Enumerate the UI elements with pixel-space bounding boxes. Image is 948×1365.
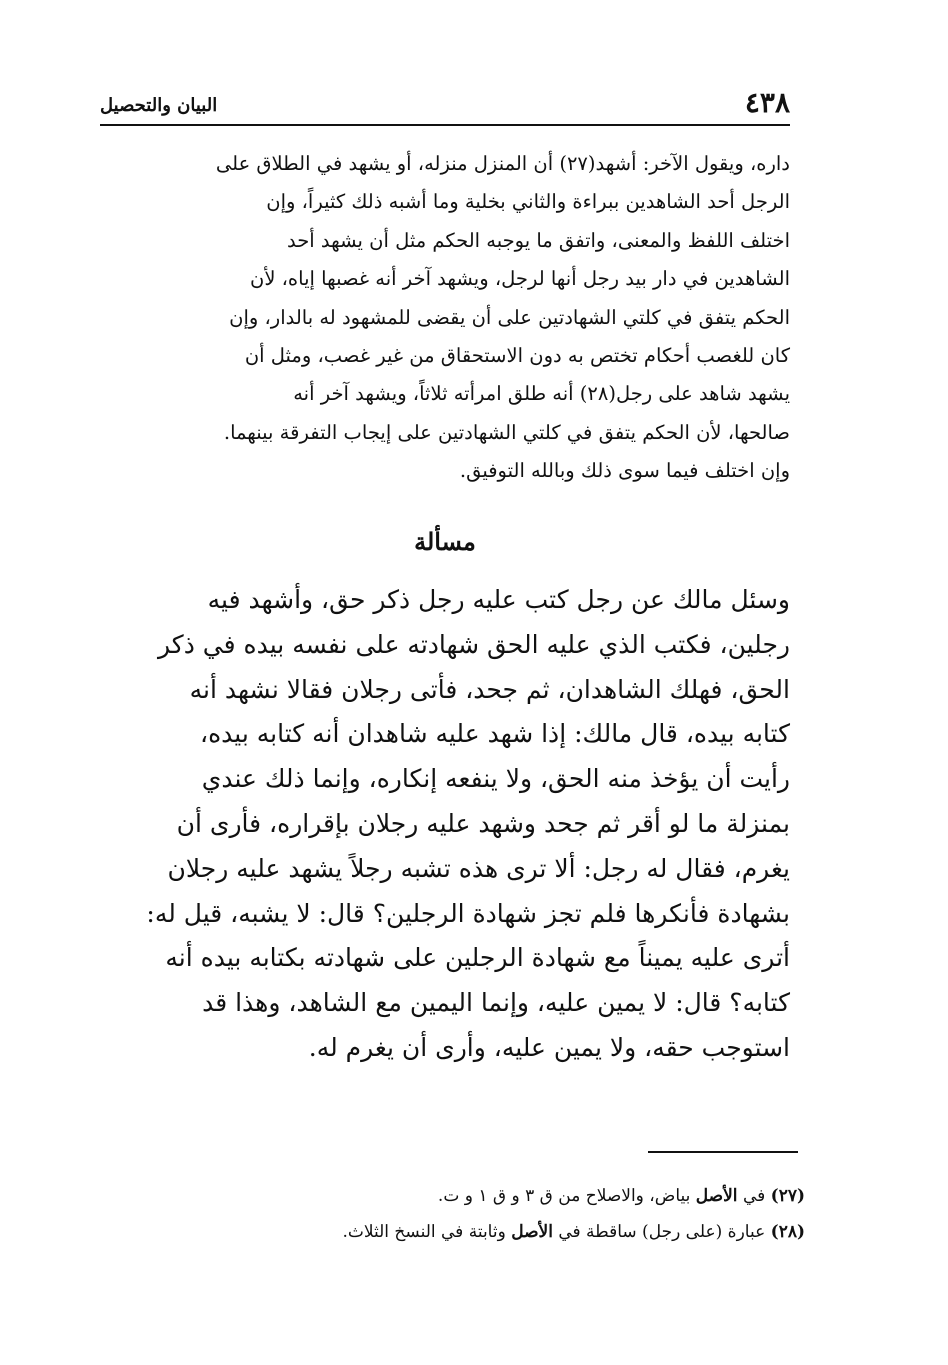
text-line: صالحها، لأن الحكم يتفق في كلتي الشهادتين على إيجاب التفرقة بينهما.	[223, 420, 790, 444]
footnote-number: (٢٨)	[770, 1222, 805, 1242]
footnote-27	[100, 1178, 805, 1214]
footnote-separator	[648, 1151, 798, 1153]
text-line: بمنزلة ما لو أقر ثم جحد وشهد عليه رجلان بإقراره، فأرى أن	[176, 808, 790, 838]
text-line: كان للغصب أحكام تختص به دون الاستحقاق من غير غصب، ومثل أن	[244, 344, 790, 368]
text-line: داره، ويقول الآخر: أشهد(٢٧) أن المنزل منزله، أو يشهد في الطلاق على	[215, 152, 790, 175]
footnote-emphasis: الأصل	[695, 1186, 738, 1206]
text-line: يشهد شاهد على رجل(٢٨) أنه طلق امرأته ثلاثاً، ويشهد آخر أنه	[293, 382, 790, 406]
text-line: أترى عليه يميناً مع شهادة الرجلين على شهادته بكتابه بيده أنه	[165, 943, 790, 973]
footnote-number: (٢٧)	[770, 1186, 805, 1206]
text-line: استوجب حقه، ولا يمين عليه، وأرى أن يغرم له.	[308, 1032, 790, 1062]
text-line: الحق، فهلك الشاهدان، ثم جحد، فأتى رجلان فقالا نشهد أنه	[189, 674, 790, 704]
footnote-28	[100, 1214, 805, 1250]
footnote-text: وثابتة في النسخ الثلاث.	[342, 1222, 506, 1242]
text-line: الرجل أحد الشاهدين ببراءة والثاني بخلية وما أشبه ذلك كثيراً، وإن	[266, 190, 790, 214]
text-line: وسئل مالك عن رجل كتب عليه رجل ذكر حق، وأشهد فيه	[207, 585, 790, 614]
paragraph-1	[100, 145, 790, 491]
footnote-emphasis: الأصل	[511, 1222, 553, 1242]
text-line: كتابه؟ قال: لا يمين عليه، وإنما اليمين مع الشاهد، وهذا قد	[202, 988, 790, 1018]
paragraph-2	[100, 578, 790, 1071]
text-line: وإن اختلف فيما سوى ذلك وبالله التوفيق.	[459, 459, 790, 483]
text-line: رأيت أن يؤخذ منه الحق، ولا ينفعه إنكاره، وإنما ذلك عندي	[201, 764, 790, 794]
footnotes	[100, 1178, 805, 1250]
page-number: ٤٣٨	[744, 86, 790, 119]
footnote-text: بياض، والاصلاح من ق ٣ و ق ١ و ت.	[437, 1186, 691, 1206]
text-line: الحكم يتفق في كلتي الشهادتين على أن يقضى للمشهود له بالدار، وإن	[229, 305, 790, 329]
text-line: بشهادة فأنكرها فلم تجز شهادة الرجلين؟ قال: لا يشبه، قيل له:	[146, 898, 790, 928]
text-line: الشاهدين في دار بيد رجل أنها لرجل، ويشهد آخر أنه غصبها إياه، لأن	[250, 267, 790, 291]
text-line: اختلف اللفظ والمعنى، واتفق ما يوجبه الحكم مثل أن يشهد أحد	[286, 228, 790, 252]
running-title: البيان والتحصيل	[100, 95, 218, 116]
section-heading: مسألة	[414, 527, 476, 556]
text-line: رجلين، فكتب الذي عليه الحق شهادته على نفسه بيده في ذكر	[158, 629, 790, 659]
footnote-text: عبارة (على رجل) ساقطة في	[558, 1222, 766, 1242]
page-header	[100, 86, 790, 126]
footnote-text: في	[742, 1186, 766, 1206]
text-line: يغرم، فقال له رجل: ألا ترى هذه تشبه رجلاً يشهد عليه رجلان	[167, 853, 790, 883]
text-line: كتابه بيده، قال مالك: إذا شهد عليه شاهدان أنه كتابه بيده،	[200, 719, 790, 749]
